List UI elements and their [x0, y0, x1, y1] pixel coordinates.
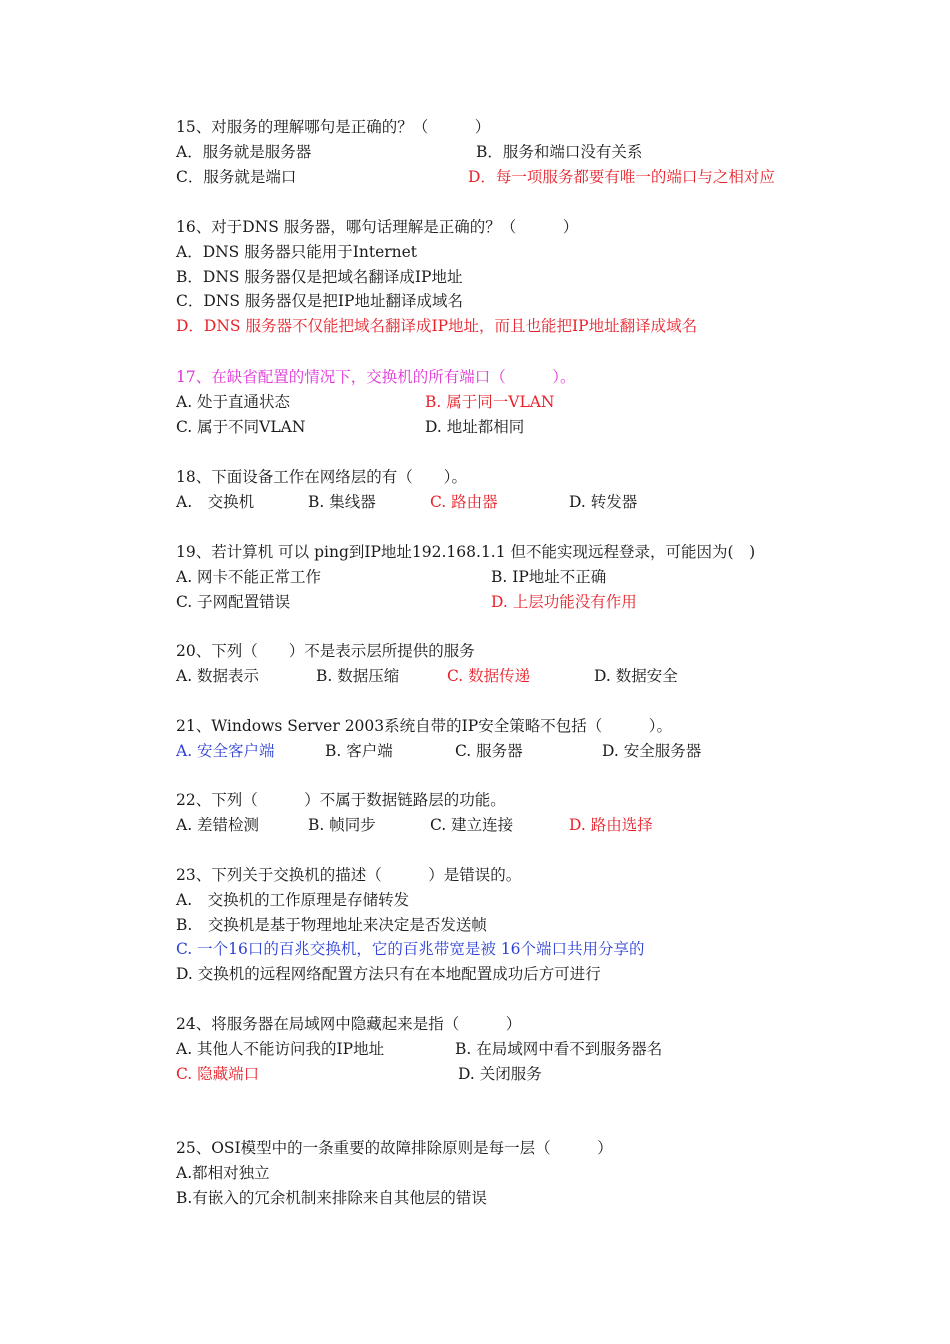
- option-b: B. 交换机是基于物理地址来决定是否发送帧: [176, 915, 487, 934]
- question-18: [176, 465, 876, 515]
- option-d-answer: D．每一项服务都要有唯一的端口与之相对应: [468, 167, 775, 186]
- question-15: [176, 115, 876, 189]
- option-b: B. 帧同步: [308, 815, 376, 834]
- question-16: [176, 215, 876, 339]
- option-b: B. 在局域网中看不到服务器名: [455, 1039, 663, 1058]
- option-b: B.有嵌入的冗余机制来排除来自其他层的错误: [176, 1188, 487, 1207]
- option-d-answer: D. 路由选择: [569, 815, 653, 834]
- question-22: [176, 788, 876, 838]
- question-stem: 22、下列（ ）不属于数据链路层的功能。: [176, 791, 506, 809]
- option-c: C．服务就是端口: [176, 167, 297, 186]
- question-stem: 25、OSI模型中的一条重要的故障排除原则是每一层（ ）: [176, 1139, 613, 1157]
- option-a: A. 数据表示: [176, 666, 260, 685]
- option-a: A．服务就是服务器: [176, 142, 312, 161]
- question-stem: 19、若计算机 可以 ping到IP地址192.168.1.1 但不能实现远程登录，可能因为( ): [176, 543, 756, 561]
- option-a: A. 交换机: [176, 492, 255, 511]
- option-c: C. 建立连接: [430, 815, 514, 834]
- option-c-answer: C. 隐藏端口: [176, 1064, 260, 1083]
- option-b: B．服务和端口没有关系: [476, 142, 643, 161]
- option-c-answer: C. 数据传递: [447, 666, 531, 685]
- option-c: C. 子网配置错误: [176, 592, 291, 611]
- option-d: D. 交换机的远程网络配置方法只有在本地配置成功后方可进行: [176, 965, 601, 984]
- option-b: B. IP地址不正确: [491, 567, 607, 586]
- option-a: A.都相对独立: [176, 1163, 270, 1182]
- option-c-answer: C. 路由器: [430, 492, 498, 511]
- option-c-answer: C. 一个16口的百兆交换机，它的百兆带宽是被 16个端口共用分享的: [176, 940, 645, 959]
- option-a: A. 差错检测: [176, 815, 260, 834]
- option-d: D. 地址都相同: [425, 417, 525, 436]
- question-stem: 21、Windows Server 2003系统自带的IP安全策略不包括（ ）。: [176, 717, 672, 735]
- option-a-answer: A. 安全客户端: [176, 741, 275, 760]
- option-a: A. 交换机的工作原理是存储转发: [176, 890, 410, 909]
- option-d-answer: D. 上层功能没有作用: [491, 592, 637, 611]
- option-b: B. 数据压缩: [316, 666, 400, 685]
- option-c: C. 属于不同VLAN: [176, 417, 306, 436]
- option-d: D. 数据安全: [594, 666, 678, 685]
- option-a: A. 网卡不能正常工作: [176, 567, 322, 586]
- question-stem: 15、对服务的理解哪句是正确的？（ ）: [176, 118, 491, 136]
- option-b: B. 集线器: [308, 492, 376, 511]
- option-b: B．DNS 服务器仅是把域名翻译成IP地址: [176, 267, 463, 286]
- question-stem: 17、在缺省配置的情况下，交换机的所有端口（ ）。: [176, 368, 576, 386]
- option-c: C．DNS 服务器仅是把IP地址翻译成域名: [176, 292, 463, 311]
- question-19: [176, 540, 876, 614]
- option-a: A．DNS 服务器只能用于Internet: [176, 242, 418, 261]
- option-a: A. 其他人不能访问我的IP地址: [176, 1039, 385, 1058]
- option-a: A. 处于直通状态: [176, 392, 291, 411]
- option-b-answer: B. 属于同一VLAN: [425, 392, 555, 411]
- option-d: D. 关闭服务: [458, 1064, 542, 1083]
- question-20: [176, 639, 876, 689]
- option-d: D. 安全服务器: [602, 741, 702, 760]
- option-b: B. 客户端: [325, 741, 393, 760]
- question-stem: 16、对于DNS 服务器，哪句话理解是正确的？（ ）: [176, 218, 579, 236]
- question-17: [176, 365, 876, 439]
- question-24: [176, 1012, 876, 1086]
- question-stem: 23、下列关于交换机的描述（ ）是错误的。: [176, 866, 522, 884]
- option-d: D. 转发器: [569, 492, 638, 511]
- question-23: [176, 863, 876, 987]
- option-d-answer: D．DNS 服务器不仅能把域名翻译成IP地址，而且也能把IP地址翻译成域名: [176, 317, 698, 336]
- question-21: [176, 714, 876, 764]
- question-stem: 18、下面设备工作在网络层的有（ ）。: [176, 468, 467, 486]
- option-c: C. 服务器: [455, 741, 523, 760]
- question-stem: 24、将服务器在局域网中隐藏起来是指（ ）: [176, 1015, 522, 1033]
- question-stem: 20、下列（ ）不是表示层所提供的服务: [176, 642, 475, 660]
- question-25: [176, 1136, 876, 1210]
